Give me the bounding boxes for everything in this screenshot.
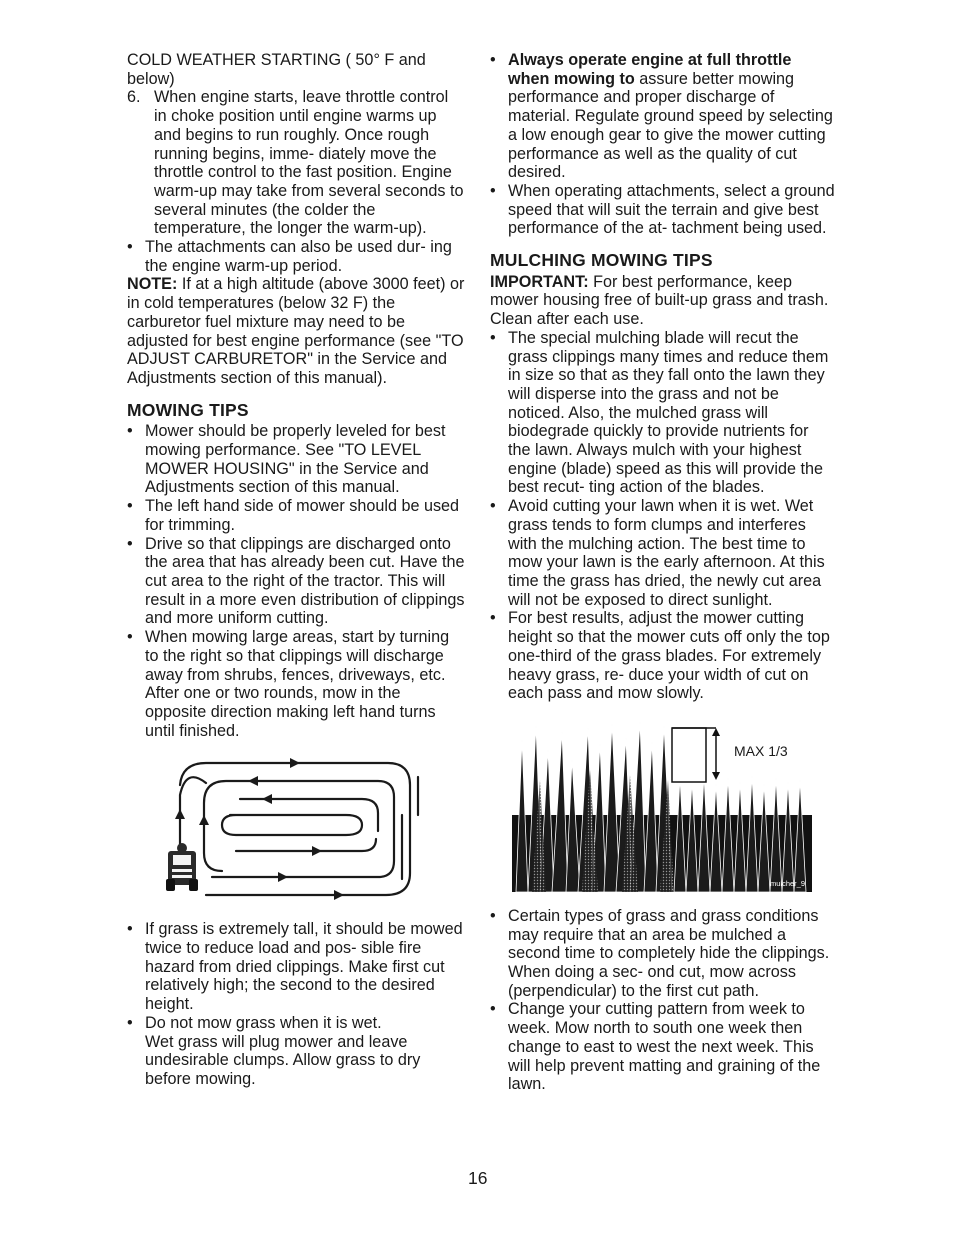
bullet-dot: • — [127, 628, 133, 647]
bullet-dot: • — [490, 1000, 496, 1019]
cut-height-box — [672, 728, 706, 782]
bullet-dot: • — [127, 920, 133, 939]
tall-grass-bullet: • If grass is extremely tall, it should be mowed twice to reduce load and pos- sible fire hazard from dried clippings. Make first cut relatively high; the second to the desired height. — [127, 920, 463, 1014]
bullet-dot: • — [127, 422, 133, 441]
mowing-path-center — [222, 815, 362, 835]
mowing-tips-heading: MOWING TIPS — [127, 399, 249, 420]
arrow-right-icon — [312, 846, 322, 856]
mowing-bullet: • Drive so that clippings are discharged onto the area that has already been cut. Have the cut area to the right of the tractor. This will result in a more even distribution of clippings and more uniform cutting. — [127, 534, 465, 628]
bullet-dot: • — [490, 328, 496, 347]
important-paragraph: IMPORTANT: For best performance, keep mower housing free of built-up grass and trash. Clean after each use. — [490, 272, 829, 329]
figure-tag: mulcher_9 — [770, 878, 806, 888]
cold-weather-heading: COLD WEATHER STARTING ( 50° F and below) — [127, 51, 426, 88]
bullet-dot: • — [490, 609, 496, 628]
mulching-tips-heading: MULCHING MOWING TIPS — [490, 250, 713, 271]
mowing-path-inner — [236, 799, 378, 851]
note-paragraph: NOTE: If at a high altitude (above 3000 feet) or in cold temperatures (below 32 F) the carburetor fuel mixture may need to be adjusted for best engine performance (see "TO ADJUST CARBURETOR" in the Service and Adjustments section of this manual). — [127, 275, 465, 387]
arrow-right-icon — [334, 890, 344, 900]
bullet-dot: • — [127, 534, 133, 553]
step-number: 6. — [127, 88, 141, 107]
bullet-dot: • — [490, 51, 496, 69]
bullet-dot: • — [127, 497, 133, 516]
note-label: NOTE: — [127, 275, 178, 294]
tractor-icon — [166, 843, 198, 891]
wet-grass-text: Wet grass will plug mower and leave undesirable clumps. Allow grass to dry before mowing. — [145, 1032, 421, 1088]
arrow-up-icon — [712, 728, 720, 736]
arrow-up-icon — [199, 815, 209, 825]
change-pattern-bullet: • Change your cutting pattern from week to week. Mow north to south one week then change to east to west the next week. This will help prevent matting and graining of the lawn. — [490, 1000, 821, 1094]
mulch-bullet: • Avoid cutting your lawn when it is wet. Wet grass tends to form clumps and interferes with the mulching action. The best time to mow your lawn is the early afternoon. At this time the grass has dried, the newly cut area will not be exposed to direct sunlight. — [490, 497, 825, 609]
bullet-dot: • — [490, 497, 496, 516]
mowing-bullet: • The left hand side of mower should be used for trimming. — [127, 497, 460, 534]
mulch-bullet: • For best results, adjust the mower cutting height so that the mower cuts off only the top one-third of the grass blades. For extremely heavy grass, re- duce your width of cut on each pass and mow slowly. — [490, 609, 830, 703]
max-one-third-label: MAX 1/3 — [734, 742, 788, 759]
grass-blades-cut — [674, 776, 806, 892]
arrow-right-icon — [278, 872, 288, 882]
right-column — [490, 51, 835, 1094]
bullet-dot: • — [127, 1013, 133, 1032]
mowing-bullet: • Mower should be properly leveled for best mowing performance. See "TO LEVEL MOWER HOUSING" in the Service and Adjustments section of this manual. — [127, 422, 446, 497]
mowing-bullet: • When mowing large areas, start by turning to the right so that clippings will discharge away from shrubs, fences, driveways, etc. After one or two rounds, mow in the opposite direction making left hand turns until finished. — [127, 628, 450, 740]
arrow-left-icon — [248, 776, 258, 786]
attachments-speed-bullet: • When operating attachments, select a ground speed that will suit the terrain and give best performance of the at- tachment being used. — [490, 181, 835, 238]
mowing-path-middle — [204, 781, 394, 877]
bullet-dot: • — [127, 238, 133, 257]
full-throttle-bullet: • Always operate engine at full throttle when mowing to assure better mowing performance and proper discharge of material. Regulate ground speed by selecting a low enough gear to give the mower cutting performance as well as the quality of cut desired. — [490, 51, 833, 182]
left-column — [127, 51, 465, 1089]
important-label: IMPORTANT: — [490, 272, 589, 291]
arrow-down-icon — [712, 772, 720, 780]
mulch-bullet: • The special mulching blade will recut the grass clippings many times and reduce them in size so that as they fall onto the lawn they will disperse into the grass and not be noticed. Also, the mulched grass will biodegrade quickly to provide nutrients for the lawn. Always mulch with your highest engine (blade) speed as this will provide the best recut- ting action of the blades. — [490, 328, 829, 497]
arrow-up-icon — [175, 809, 185, 819]
mulch-second-time-bullet: • Certain types of grass and grass conditions may require that an area be mulched a second time to completely hide the clippings. When doing a sec- ond cut, mow across (perpendicular) to the first cut path. — [490, 906, 830, 1000]
arrow-left-icon — [262, 794, 272, 804]
mowing-pattern-diagram — [166, 755, 426, 905]
bullet-attachments-warmup: • The attachments can also be used dur- ing the engine warm-up period. — [127, 238, 452, 275]
bullet-dot: • — [490, 181, 496, 200]
arrow-right-icon — [290, 758, 300, 768]
bullet-dot: • — [490, 906, 496, 925]
grass-cut-height-diagram — [512, 720, 812, 892]
step-6-text: When engine starts, leave throttle control in choke position until engine warms up and begins to run roughly. Once rough running begins, imme- diately move the throttle control to the fast position. Engine warm-up may take from several seconds to several minutes (the colder the temperature, the longer the warm-up). — [154, 88, 464, 238]
wet-grass-bullet: • Do not mow grass when it is wet. — [127, 1013, 382, 1032]
step-6 — [127, 88, 465, 238]
page-number: 16 — [468, 1168, 488, 1188]
full-throttle-bold: Always operate engine at full throttle when mowing to — [508, 51, 792, 88]
